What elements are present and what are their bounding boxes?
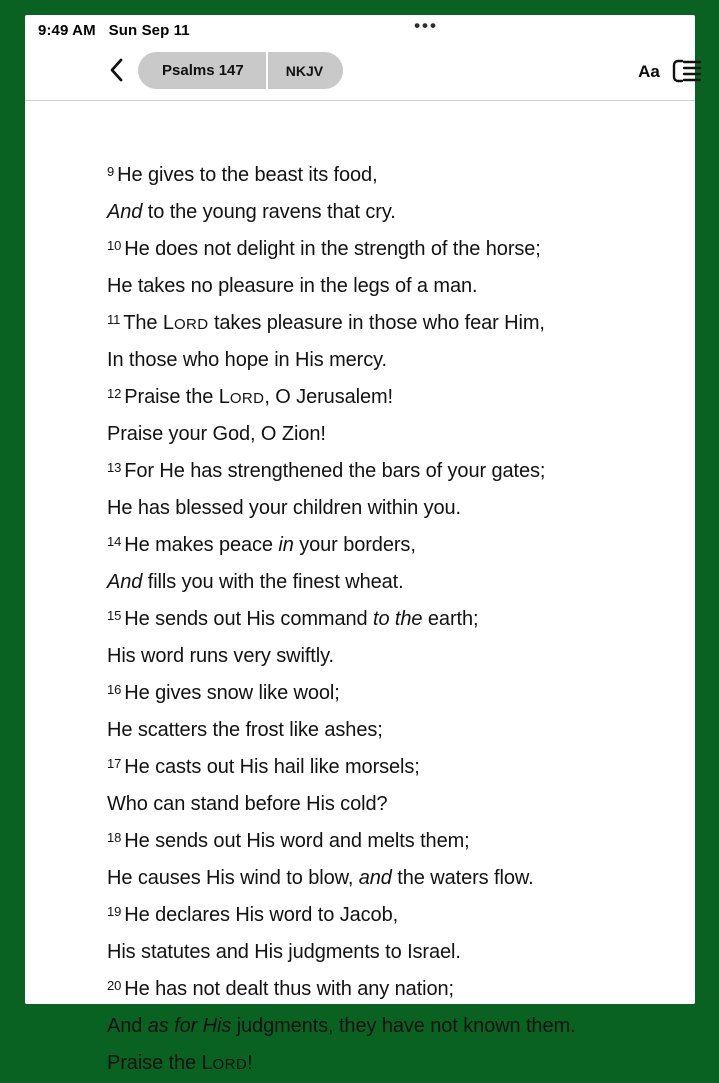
reference-pill: [138, 52, 343, 89]
verse-text: He casts out His hail like morsels;: [124, 756, 420, 778]
verse-line[interactable]: [107, 194, 675, 231]
status-time: 9:49 AM: [38, 22, 96, 39]
verse-number: 15: [107, 608, 122, 623]
verse-text: the waters flow.: [391, 867, 534, 889]
verse-text: Praise the: [124, 386, 219, 408]
verse-text: He gives snow like wool;: [124, 682, 340, 704]
verse-number: 14: [107, 534, 122, 549]
verse-line[interactable]: [107, 1008, 675, 1045]
verse-line[interactable]: [107, 342, 675, 379]
verse-line[interactable]: [107, 749, 675, 786]
translation-button[interactable]: NKJV: [285, 62, 324, 79]
verse-text: He does not delight in the strength of the horse;: [124, 238, 541, 260]
verse-line[interactable]: [107, 1045, 675, 1082]
verse-line[interactable]: [107, 675, 675, 712]
verse-text: He gives to the beast its food,: [117, 164, 378, 186]
parallel-reading-button[interactable]: [670, 58, 710, 86]
status-time-date: [38, 22, 190, 39]
multitask-ellipsis-icon[interactable]: •••: [414, 16, 438, 35]
verse-line[interactable]: [107, 453, 675, 490]
verse-text: to the: [373, 608, 423, 630]
font-settings-button[interactable]: Aa: [638, 62, 660, 81]
verse-number: 9: [107, 164, 115, 179]
verse-text: He takes no pleasure in the legs of a man.: [107, 275, 478, 297]
verse-line[interactable]: [107, 527, 675, 564]
divine-name-smallcaps: LORD: [201, 1052, 248, 1074]
verse-text: Praise the: [107, 1052, 202, 1074]
verse-text: !: [247, 1052, 253, 1074]
verse-line[interactable]: [107, 231, 675, 268]
verse-line[interactable]: [107, 379, 675, 416]
status-bar: [25, 15, 695, 45]
verse-text: He declares His word to Jacob,: [124, 904, 399, 926]
verse-text: He scatters the frost like ashes;: [107, 719, 383, 741]
chevron-left-icon: [108, 57, 124, 88]
verse-text: In those who hope in His mercy.: [107, 349, 387, 371]
verse-text: He sends out His command: [124, 608, 373, 630]
verse-line[interactable]: [107, 860, 675, 897]
verse-text: He has not dealt thus with any nation;: [124, 978, 455, 1000]
verse-text: He has blessed your children within you.: [107, 497, 461, 519]
verse-number: 18: [107, 830, 122, 845]
divine-name-smallcaps: LORD: [162, 312, 209, 334]
verse-text: And: [107, 571, 143, 593]
verse-number: 17: [107, 756, 122, 771]
verse-number: 10: [107, 238, 122, 253]
verse-text: He makes peace: [124, 534, 279, 556]
verse-number: 16: [107, 682, 122, 697]
status-date: Sun Sep 11: [108, 22, 190, 39]
verse-line[interactable]: [107, 638, 675, 675]
verse-line[interactable]: [107, 157, 675, 194]
verse-text: He causes His wind to blow,: [107, 867, 359, 889]
verse-line[interactable]: [107, 897, 675, 934]
verse-line[interactable]: [107, 305, 675, 342]
verse-text: And: [107, 1015, 148, 1037]
verse-line[interactable]: [107, 712, 675, 749]
verse-line[interactable]: [107, 564, 675, 601]
scripture-content: [25, 101, 695, 1082]
verse-line[interactable]: [107, 601, 675, 638]
verse-text: Praise your God, O Zion!: [107, 423, 326, 445]
nav-bar: [25, 45, 695, 101]
verse-number: 12: [107, 386, 122, 401]
verse-text: in: [278, 534, 294, 556]
verse-text: to the young ravens that cry.: [142, 201, 396, 223]
verse-text: earth;: [422, 608, 479, 630]
verse-text: His word runs very swiftly.: [107, 645, 334, 667]
verse-text: as for His: [147, 1015, 232, 1037]
book-chapter-button[interactable]: Psalms 147: [162, 62, 244, 79]
verse-text: your borders,: [293, 534, 416, 556]
divine-name-smallcaps: LORD: [218, 386, 265, 408]
verse-text: and: [358, 867, 392, 889]
verse-number: 19: [107, 904, 122, 919]
verse-line[interactable]: [107, 934, 675, 971]
book-lines-icon: [670, 73, 710, 90]
verse-text: He sends out His word and melts them;: [124, 830, 470, 852]
verse-number: 11: [107, 312, 121, 327]
verse-text: His statutes and His judgments to Israel.: [107, 941, 461, 963]
verse-line[interactable]: [107, 416, 675, 453]
verse-number: 20: [107, 978, 122, 993]
verse-text: The: [123, 312, 163, 334]
verse-text: And: [107, 201, 143, 223]
bible-app-window: [25, 15, 695, 1074]
verse-line[interactable]: [107, 786, 675, 823]
verse-text: For He has strengthened the bars of your gates;: [124, 460, 546, 482]
verse-text: fills you with the finest wheat.: [142, 571, 404, 593]
verse-text: judgments, they have not known them.: [231, 1015, 576, 1037]
verse-text: takes pleasure in those who fear Him,: [208, 312, 545, 334]
back-button[interactable]: [101, 56, 131, 88]
verse-line[interactable]: [107, 268, 675, 305]
verse-number: 13: [107, 460, 122, 475]
verse-line[interactable]: [107, 971, 675, 1008]
verse-line[interactable]: [107, 490, 675, 527]
verse-text: Who can stand before His cold?: [107, 793, 388, 815]
verse-line[interactable]: [107, 823, 675, 860]
verse-text: , O Jerusalem!: [264, 386, 393, 408]
